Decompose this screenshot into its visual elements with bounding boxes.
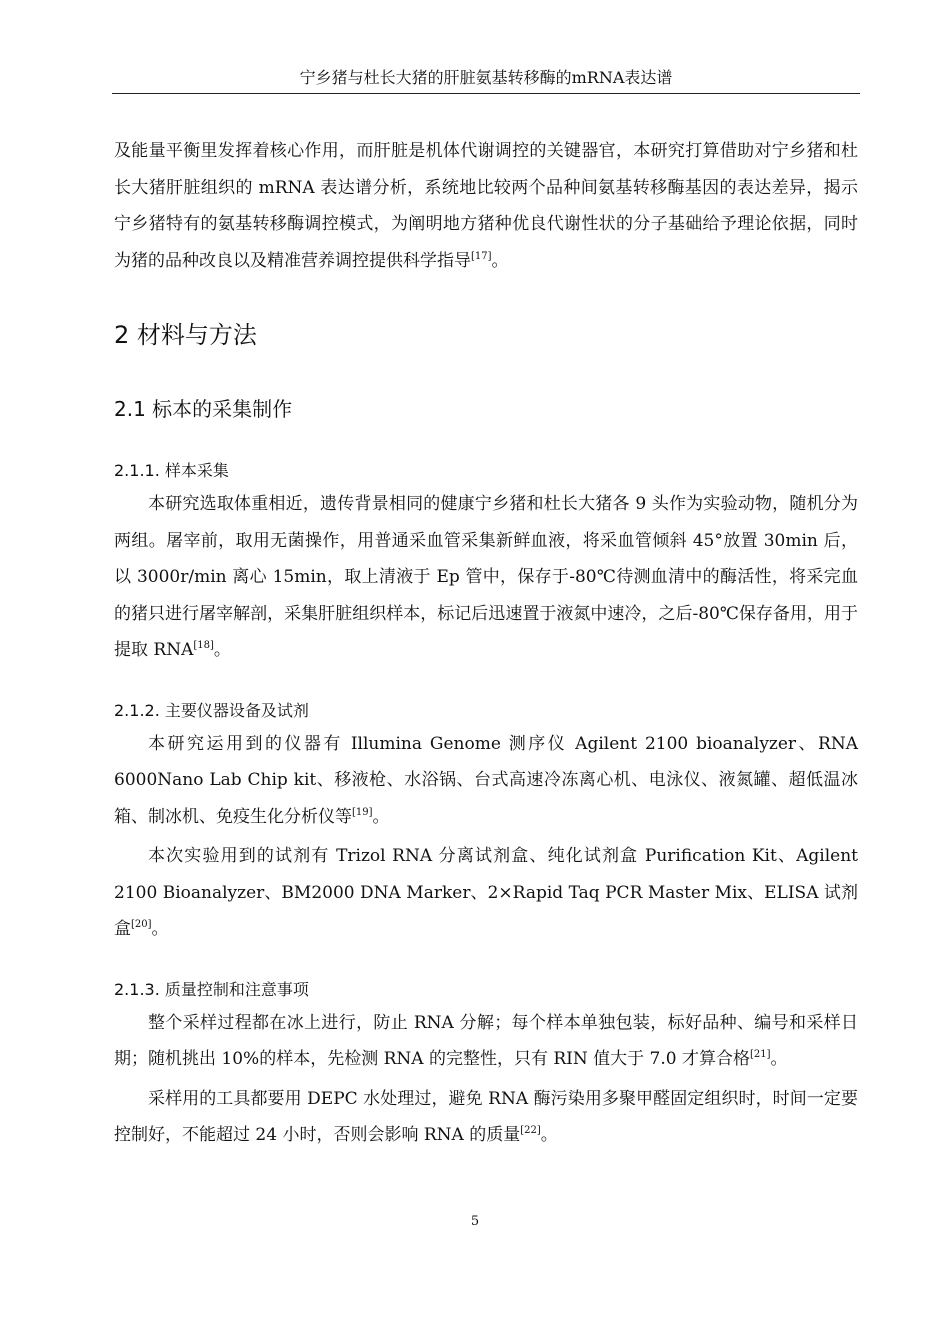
qc-end: 。	[770, 1049, 788, 1069]
sampling-paragraph	[114, 486, 858, 672]
citation: [21]	[750, 1049, 771, 1060]
tools-end: 。	[540, 1125, 558, 1145]
subsection-heading: 2.1 标本的采集制作	[114, 397, 293, 421]
instruments-paragraph	[114, 726, 858, 839]
subsubsection-heading: 2.1.2. 主要仪器设备及试剂	[114, 700, 309, 720]
reagents-end: 。	[151, 919, 169, 939]
tools-text: 采样用的工具都要用 DEPC 水处理过，避免 RNA 酶污染用多聚甲醛固定组织时，时间一定要控制好，不能超过 24 小时，否则会影响 RNA 的质量	[114, 1088, 858, 1145]
instruments-text: 本研究运用到的仪器有 Illumina Genome 测序仪 Agilent 2100 bioanalyzer、RNA 6000Nano Lab Chip kit、移液枪、水浴锅、台式高速冷冻离心机、电泳仪、液氮罐、超低温冰箱、制冰机、免疫生化分析仪等	[114, 733, 858, 827]
reagents-text: 本次实验用到的试剂有 Trizol RNA 分离试剂盒、纯化试剂盒 Purification Kit、Agilent 2100 Bioanalyzer、BM2000 DNA Marker、2×Rapid Taq PCR Master Mix、ELISA 试剂盒	[114, 846, 858, 939]
section-heading: 2 材料与方法	[114, 321, 257, 349]
running-header: 宁乡猪与杜长大猪的肝脏氨基转移酶的mRNA表达谱	[112, 66, 860, 94]
intro-paragraph	[114, 133, 858, 282]
citation: [19]	[352, 806, 373, 818]
sampling-end: 。	[213, 640, 231, 660]
citation: [20]	[131, 919, 152, 930]
qc-paragraph	[114, 1005, 858, 1081]
intro-end: 。	[491, 250, 509, 271]
page-number: 5	[470, 1214, 480, 1229]
page-content	[114, 133, 858, 1157]
qc-text: 整个采样过程都在冰上进行，防止 RNA 分解；每个样本单独包装，标好品种、编号和采样日期；随机挑出 10%的样本，先检测 RNA 的完整性，只有 RIN 值大于 7.0 才算合格	[114, 1012, 858, 1069]
citation: [18]	[193, 640, 214, 651]
citation: [17]	[471, 250, 492, 262]
sampling-text: 本研究选取体重相近，遗传背景相同的健康宁乡猪和杜长大猪各 9 头作为实验动物，随机分为两组。屠宰前，取用无菌操作，用普通采血管采集新鲜血液，将采血管倾斜 45°放置 30min 后，以 3000r/min 离心 15min，取上清液于 Ep 管中，保存于-80℃待测血清中的酶活性，将采完血的猪只进行屠宰解剖，采集肝脏组织样本，标记后迅速置于液氮中速冷，之后-80℃保存备用，用于提取 RNA	[114, 494, 858, 660]
subsubsection-heading: 2.1.1. 样本采集	[114, 461, 229, 480]
citation: [22]	[520, 1125, 541, 1136]
intro-text: 及能量平衡里发挥着核心作用，而肝脏是机体代谢调控的关键器官，本研究打算借助对宁乡猪和杜长大猪肝脏组织的 mRNA 表达谱分析，系统地比较两个品种间氨基转移酶基因的表达差异，揭示宁乡猪特有的氨基转移酶调控模式，为阐明地方猪种优良代谢性状的分子基础给予理论依据，同时为猪的品种改良以及精准营养调控提供科学指导	[114, 141, 858, 271]
subsubsection-heading: 2.1.3. 质量控制和注意事项	[114, 979, 309, 999]
tools-paragraph	[114, 1081, 858, 1157]
reagents-paragraph	[114, 838, 858, 951]
instruments-end: 。	[372, 806, 390, 827]
